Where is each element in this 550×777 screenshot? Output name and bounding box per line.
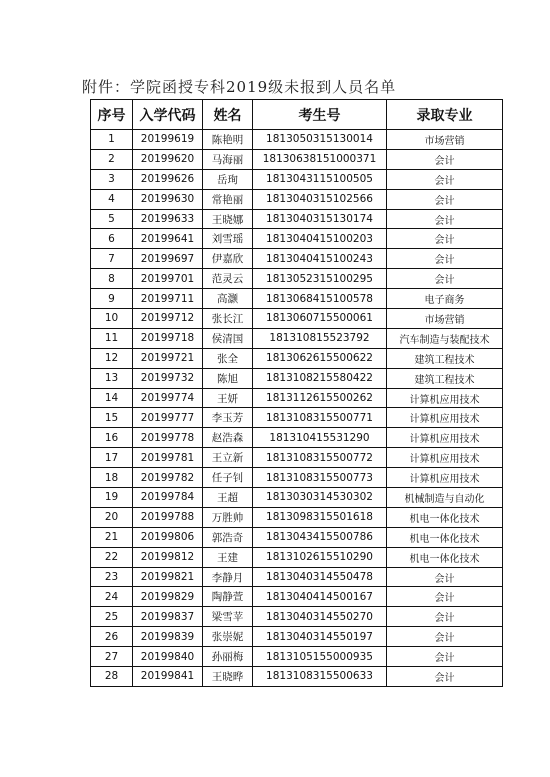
table-row — [91, 607, 503, 627]
cell-major: 计算机应用技术 — [387, 468, 503, 488]
cell-major: 会计 — [387, 149, 503, 169]
table-row — [91, 408, 503, 428]
cell-index: 21 — [91, 527, 133, 547]
cell-index: 22 — [91, 547, 133, 567]
cell-index: 1 — [91, 130, 133, 150]
cell-index: 19 — [91, 488, 133, 508]
cell-index: 11 — [91, 328, 133, 348]
cell-major: 汽车制造与装配技术 — [387, 328, 503, 348]
cell-enroll-code: 20199782 — [133, 468, 203, 488]
cell-exam-number: 1813060715500061 — [253, 309, 387, 329]
cell-major: 会计 — [387, 189, 503, 209]
cell-major: 建筑工程技术 — [387, 368, 503, 388]
cell-major: 市场营销 — [387, 309, 503, 329]
cell-exam-number: 1813043415500786 — [253, 527, 387, 547]
cell-name: 任子钊 — [203, 468, 253, 488]
cell-index: 12 — [91, 348, 133, 368]
cell-exam-number: 1813098315501618 — [253, 507, 387, 527]
cell-exam-number: 1813108215580422 — [253, 368, 387, 388]
cell-name: 陶静萱 — [203, 587, 253, 607]
table-row — [91, 189, 503, 209]
table-row — [91, 567, 503, 587]
table-row — [91, 667, 503, 687]
table-row — [91, 328, 503, 348]
cell-major: 计算机应用技术 — [387, 448, 503, 468]
cell-index: 13 — [91, 368, 133, 388]
cell-major: 会计 — [387, 249, 503, 269]
cell-name: 王立新 — [203, 448, 253, 468]
cell-index: 28 — [91, 667, 133, 687]
cell-enroll-code: 20199732 — [133, 368, 203, 388]
cell-name: 伊嘉欣 — [203, 249, 253, 269]
table-row — [91, 507, 503, 527]
cell-major: 机械制造与自动化 — [387, 488, 503, 508]
header-index: 序号 — [91, 100, 133, 130]
cell-major: 电子商务 — [387, 289, 503, 309]
cell-index: 14 — [91, 388, 133, 408]
table-row — [91, 130, 503, 150]
table-row — [91, 468, 503, 488]
cell-name: 刘雪瑶 — [203, 229, 253, 249]
cell-name: 岳珣 — [203, 169, 253, 189]
cell-major: 会计 — [387, 567, 503, 587]
cell-index: 15 — [91, 408, 133, 428]
cell-enroll-code: 20199788 — [133, 507, 203, 527]
cell-exam-number: 181310415531290 — [253, 428, 387, 448]
cell-index: 18 — [91, 468, 133, 488]
cell-exam-number: 181310815523792 — [253, 328, 387, 348]
cell-major: 会计 — [387, 269, 503, 289]
cell-index: 25 — [91, 607, 133, 627]
page-title: 附件：学院函授专科2019级未报到人员名单 — [82, 78, 397, 96]
table-row — [91, 269, 503, 289]
cell-exam-number: 1813040314550478 — [253, 567, 387, 587]
cell-enroll-code: 20199619 — [133, 130, 203, 150]
cell-name: 陈艳明 — [203, 130, 253, 150]
cell-exam-number: 1813108315500633 — [253, 667, 387, 687]
cell-index: 6 — [91, 229, 133, 249]
cell-name: 赵浩森 — [203, 428, 253, 448]
cell-name: 王晓娜 — [203, 209, 253, 229]
roster-table — [90, 99, 503, 687]
cell-enroll-code: 20199821 — [133, 567, 203, 587]
cell-name: 王妍 — [203, 388, 253, 408]
cell-name: 陈旭 — [203, 368, 253, 388]
cell-enroll-code: 20199806 — [133, 527, 203, 547]
cell-exam-number: 1813050315130014 — [253, 130, 387, 150]
cell-name: 李玉芳 — [203, 408, 253, 428]
cell-enroll-code: 20199620 — [133, 149, 203, 169]
cell-enroll-code: 20199712 — [133, 309, 203, 329]
cell-enroll-code: 20199633 — [133, 209, 203, 229]
cell-exam-number: 1813030314530302 — [253, 488, 387, 508]
cell-exam-number: 1813068415100578 — [253, 289, 387, 309]
cell-major: 会计 — [387, 587, 503, 607]
table-row — [91, 348, 503, 368]
header-exam-number: 考生号 — [253, 100, 387, 130]
cell-major: 计算机应用技术 — [387, 408, 503, 428]
cell-exam-number: 1813108315500772 — [253, 448, 387, 468]
cell-major: 机电一体化技术 — [387, 507, 503, 527]
cell-major: 会计 — [387, 627, 503, 647]
cell-name: 张崇妮 — [203, 627, 253, 647]
cell-enroll-code: 20199721 — [133, 348, 203, 368]
cell-major: 会计 — [387, 209, 503, 229]
cell-enroll-code: 20199839 — [133, 627, 203, 647]
cell-index: 10 — [91, 309, 133, 329]
cell-exam-number: 1813112615500262 — [253, 388, 387, 408]
cell-major: 会计 — [387, 229, 503, 249]
cell-name: 张长江 — [203, 309, 253, 329]
cell-name: 王建 — [203, 547, 253, 567]
cell-exam-number: 1813040415100203 — [253, 229, 387, 249]
cell-enroll-code: 20199829 — [133, 587, 203, 607]
cell-index: 17 — [91, 448, 133, 468]
cell-name: 郭浩奇 — [203, 527, 253, 547]
cell-index: 23 — [91, 567, 133, 587]
cell-index: 26 — [91, 627, 133, 647]
cell-exam-number: 1813040315102566 — [253, 189, 387, 209]
table-row — [91, 428, 503, 448]
table-row — [91, 627, 503, 647]
cell-major: 机电一体化技术 — [387, 547, 503, 567]
table-body — [91, 130, 503, 687]
cell-name: 高灏 — [203, 289, 253, 309]
cell-exam-number: 1813062615500622 — [253, 348, 387, 368]
cell-enroll-code: 20199812 — [133, 547, 203, 567]
cell-enroll-code: 20199841 — [133, 667, 203, 687]
cell-index: 3 — [91, 169, 133, 189]
table-row — [91, 388, 503, 408]
cell-enroll-code: 20199697 — [133, 249, 203, 269]
header-name: 姓名 — [203, 100, 253, 130]
cell-index: 24 — [91, 587, 133, 607]
cell-exam-number: 1813102615510290 — [253, 547, 387, 567]
cell-index: 5 — [91, 209, 133, 229]
cell-exam-number: 18130638151000371 — [253, 149, 387, 169]
table-row — [91, 368, 503, 388]
table-row — [91, 229, 503, 249]
cell-exam-number: 1813043115100505 — [253, 169, 387, 189]
cell-enroll-code: 20199626 — [133, 169, 203, 189]
cell-major: 会计 — [387, 607, 503, 627]
cell-exam-number: 1813108315500773 — [253, 468, 387, 488]
cell-major: 会计 — [387, 169, 503, 189]
cell-major: 建筑工程技术 — [387, 348, 503, 368]
cell-name: 马海丽 — [203, 149, 253, 169]
cell-major: 计算机应用技术 — [387, 428, 503, 448]
cell-index: 9 — [91, 289, 133, 309]
cell-name: 李静月 — [203, 567, 253, 587]
cell-name: 王晓晔 — [203, 667, 253, 687]
cell-name: 万胜帅 — [203, 507, 253, 527]
table-row — [91, 587, 503, 607]
cell-major: 市场营销 — [387, 130, 503, 150]
cell-enroll-code: 20199774 — [133, 388, 203, 408]
cell-name: 王超 — [203, 488, 253, 508]
cell-exam-number: 1813052315100295 — [253, 269, 387, 289]
cell-exam-number: 1813040415100243 — [253, 249, 387, 269]
table-row — [91, 527, 503, 547]
table-row — [91, 309, 503, 329]
cell-exam-number: 1813040414500167 — [253, 587, 387, 607]
cell-name: 范灵云 — [203, 269, 253, 289]
cell-major: 机电一体化技术 — [387, 527, 503, 547]
table-row — [91, 289, 503, 309]
table-row — [91, 169, 503, 189]
cell-exam-number: 1813040315130174 — [253, 209, 387, 229]
cell-exam-number: 1813105155000935 — [253, 647, 387, 667]
cell-index: 2 — [91, 149, 133, 169]
cell-enroll-code: 20199837 — [133, 607, 203, 627]
cell-enroll-code: 20199630 — [133, 189, 203, 209]
table-row — [91, 488, 503, 508]
header-major: 录取专业 — [387, 100, 503, 130]
cell-name: 常艳丽 — [203, 189, 253, 209]
table-row — [91, 547, 503, 567]
cell-exam-number: 1813108315500771 — [253, 408, 387, 428]
cell-name: 孙丽梅 — [203, 647, 253, 667]
cell-enroll-code: 20199778 — [133, 428, 203, 448]
cell-major: 会计 — [387, 647, 503, 667]
cell-enroll-code: 20199711 — [133, 289, 203, 309]
cell-index: 7 — [91, 249, 133, 269]
table-header-row — [91, 100, 503, 130]
header-enroll-code: 入学代码 — [133, 100, 203, 130]
cell-name: 张全 — [203, 348, 253, 368]
table-row — [91, 249, 503, 269]
table-row — [91, 149, 503, 169]
cell-enroll-code: 20199641 — [133, 229, 203, 249]
cell-enroll-code: 20199840 — [133, 647, 203, 667]
cell-index: 4 — [91, 189, 133, 209]
table-row — [91, 647, 503, 667]
cell-name: 侯清国 — [203, 328, 253, 348]
cell-major: 会计 — [387, 667, 503, 687]
cell-exam-number: 1813040314550197 — [253, 627, 387, 647]
cell-enroll-code: 20199784 — [133, 488, 203, 508]
cell-enroll-code: 20199781 — [133, 448, 203, 468]
cell-name: 梁雪苹 — [203, 607, 253, 627]
cell-major: 计算机应用技术 — [387, 388, 503, 408]
cell-exam-number: 1813040314550270 — [253, 607, 387, 627]
cell-index: 16 — [91, 428, 133, 448]
table-row — [91, 209, 503, 229]
cell-enroll-code: 20199718 — [133, 328, 203, 348]
cell-index: 20 — [91, 507, 133, 527]
cell-enroll-code: 20199777 — [133, 408, 203, 428]
cell-index: 27 — [91, 647, 133, 667]
table-row — [91, 448, 503, 468]
cell-index: 8 — [91, 269, 133, 289]
cell-enroll-code: 20199701 — [133, 269, 203, 289]
